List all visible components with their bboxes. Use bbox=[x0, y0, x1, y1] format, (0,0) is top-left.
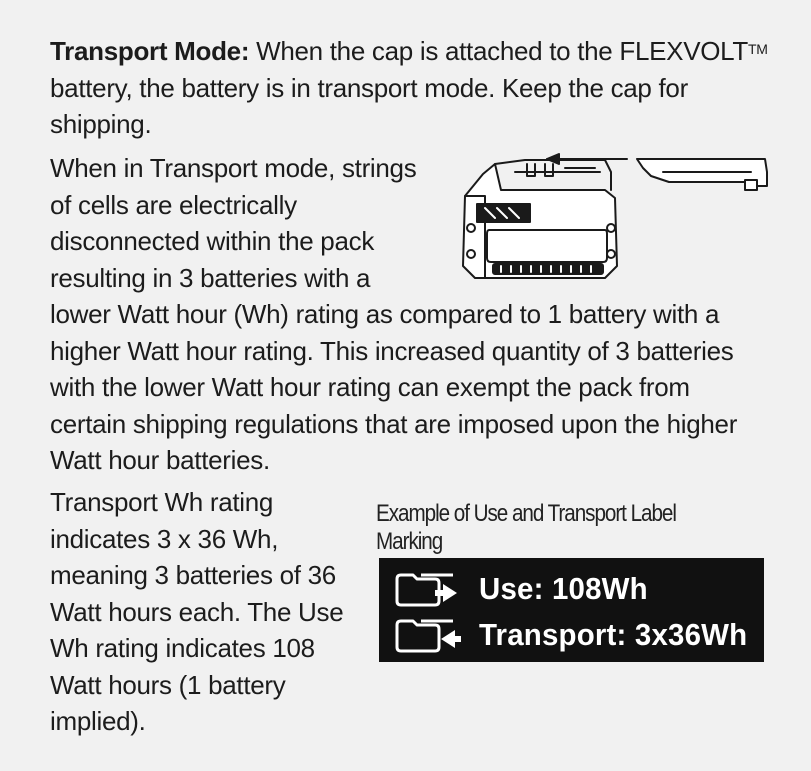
transport-mode-paragraph bbox=[50, 33, 770, 143]
use-rating-text: Use: 108Wh bbox=[479, 571, 648, 606]
transport-explanation-rest: lower Watt hour (Wh) rating as compared to 1 battery with a higher Watt hour rating. This increased quantity of 3 batteries with the lower Watt hour rating can exempt the pack from certain shipping regulations that are imposed upon the higher Watt hour batteries. bbox=[50, 299, 738, 475]
use-rating-row bbox=[391, 566, 657, 612]
battery-with-transport-cap-icon bbox=[455, 150, 775, 300]
label-example-caption: Example of Use and Transport Label Marking bbox=[376, 500, 676, 555]
battery-arrow-right-icon bbox=[391, 569, 461, 609]
transport-mode-heading: Transport Mode: bbox=[50, 36, 250, 66]
intro-text-b: battery, the battery is in transport mode. Keep the cap for shipping. bbox=[50, 72, 688, 139]
intro-text-a: When the cap is attached to the FLEXVOLT bbox=[249, 36, 748, 66]
transport-rating-row bbox=[391, 612, 761, 658]
transport-rating-text: Transport: 3x36Wh bbox=[479, 617, 748, 652]
battery-arrow-left-icon bbox=[391, 615, 461, 655]
trademark-mark: TM bbox=[748, 41, 768, 57]
wh-rating-note: Transport Wh rating indicates 3 x 36 Wh, meaning 3 batteries of 36 Watt hours each. The Use Wh rating indicates 108 Watt hours (1 battery implied). bbox=[50, 487, 344, 736]
transport-label-marking bbox=[379, 558, 764, 662]
transport-explanation-start: When in Transport mode, strings of cells are electrically disconnected within the pack resulting in 3 batteries with a bbox=[50, 153, 417, 293]
